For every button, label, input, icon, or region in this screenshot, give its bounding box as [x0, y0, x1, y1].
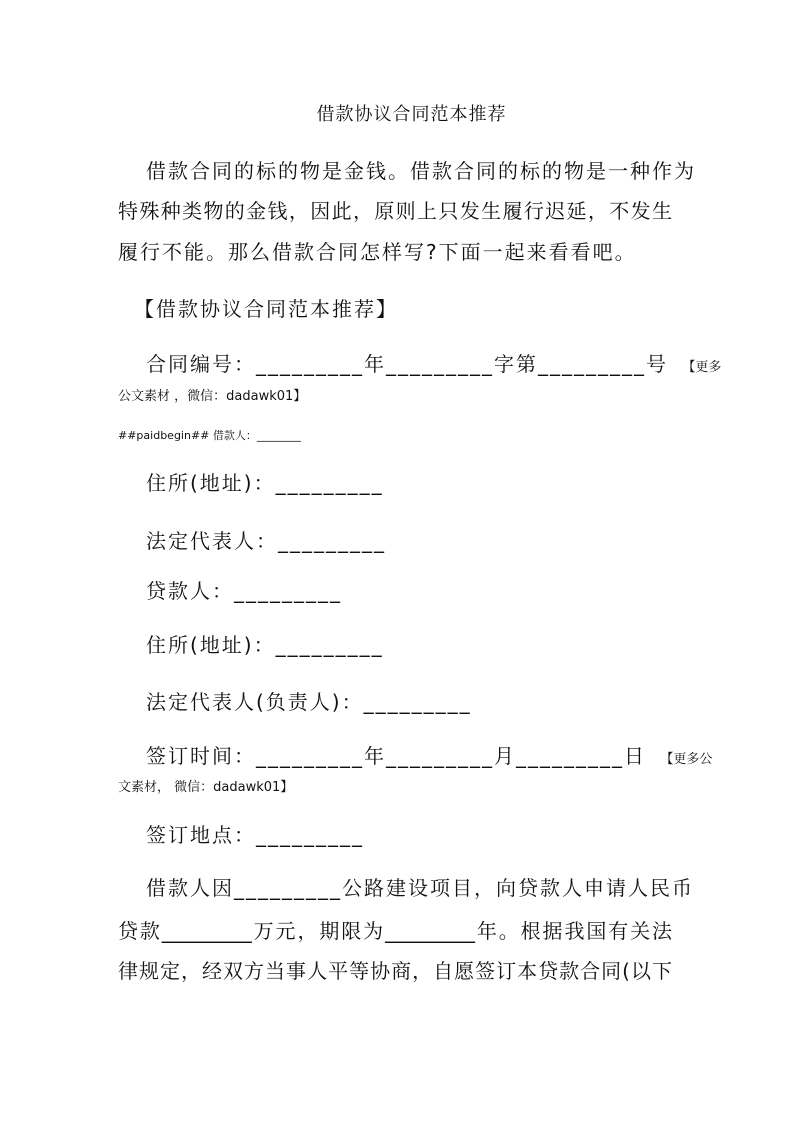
- contract-number: [146, 354, 721, 374]
- lender-field: 贷款人：_________: [146, 579, 342, 603]
- lender-representative-field: 法定代表人(负责人)：_________: [146, 690, 472, 714]
- document-title: 借款协议合同范本推荐: [316, 104, 507, 125]
- contract-number-note-2: 公文素材 ，微信：dadawk01】: [118, 389, 307, 404]
- signing-time: [146, 746, 712, 766]
- intro-line-1: 借款合同的标的物是金钱。借款合同的标的物是一种作为: [146, 159, 696, 183]
- borrower-representative-field: 法定代表人：_________: [146, 529, 386, 553]
- intro-line-2: 特殊种类物的金钱，因此，原则上只发生履行迟延，不发生: [118, 199, 672, 223]
- borrower-field: ##paidbegin## 借款人：________: [118, 429, 301, 442]
- signing-time-text: 签订时间：_________年_________月_________日: [146, 744, 646, 768]
- body-line-3: 律规定，经双方当事人平等协商，自愿签订本贷款合同(以下: [118, 959, 672, 983]
- body-line-2: 贷款_________万元，期限为_________年。根据我国有关法: [118, 919, 672, 943]
- borrower-address-field: 住所(地址)：_________: [146, 471, 384, 495]
- signing-place-field: 签订地点：_________: [146, 823, 364, 847]
- signing-time-note: 【更多公: [660, 752, 713, 767]
- body-line-1: 借款人因_________公路建设项目，向贷款人申请人民币: [146, 876, 694, 900]
- section-heading: 【借款协议合同范本推荐】: [134, 297, 398, 321]
- lender-address-field: 住所(地址)：_________: [146, 633, 384, 657]
- signing-time-note-2: 文素材， 微信：dadawk01】: [118, 780, 294, 795]
- intro-line-3: 履行不能。那么借款合同怎样写?下面一起来看看吧。: [118, 240, 637, 264]
- contract-number-text: 合同编号：_________年_________字第_________号: [146, 352, 668, 376]
- contract-number-note: 【更多: [682, 360, 722, 375]
